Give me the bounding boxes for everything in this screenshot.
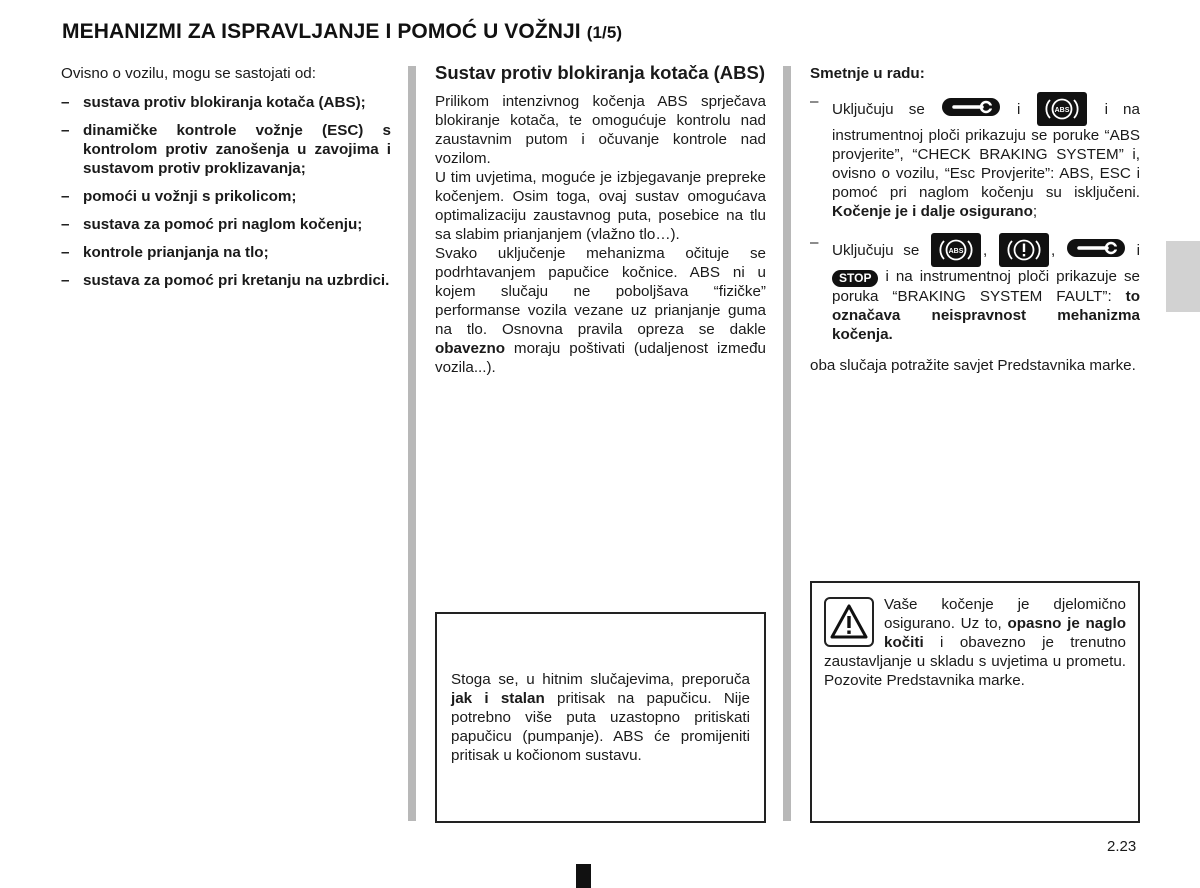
list-item: – sustava za pomoć pri naglom kočenju;: [61, 216, 363, 233]
page-title: [62, 20, 622, 44]
danger-warning-box: Vaše kočenje je djelomično osigurano. Uz to, opasno je naglo kočiti i obavezno je trenutno zaustavljanje u skladu s uvjetima u prometu. Pozovite Predstavnika marke.: [810, 581, 1140, 823]
malfunction-item-2: – Uključuju se ABS , , i STOP i na instrumentnoj ploči prikazuje se poruka “BRAKING SYSTEM FAULT”: to označava neispravnost mehanizma kočenja.: [810, 234, 1140, 343]
list-item: – pomoći u vožnji s prikolicom;: [61, 188, 297, 205]
wrench-warning-icon: [1067, 239, 1125, 257]
title-text: MEHANIZMI ZA ISPRAVLJANJE I POMOĆ U VOŽNJI: [62, 20, 581, 43]
wrench-warning-icon: [942, 98, 1000, 116]
list-item: – kontrole prianjanja na tlo;: [61, 244, 269, 261]
section-side-tab: [1166, 241, 1200, 312]
title-part: (1/5): [586, 23, 623, 42]
column-divider: [783, 66, 791, 821]
abs-warning-icon: [1037, 92, 1087, 126]
print-crop-mark: [576, 864, 591, 888]
page-number: 2.23: [1107, 838, 1137, 855]
advice-text: oba slučaja potražite savjet Predstavnika marke.: [810, 357, 1136, 374]
list-item: – sustava za pomoć pri kretanju na uzbrdici.: [61, 272, 390, 289]
stop-warning-icon: STOP: [832, 270, 878, 287]
feature-list: [61, 93, 391, 290]
abs-paragraph-3: Svako uključenje mehanizma očituje se podrhtavanjem papučice kočnice. ABS ni u kojem slučaju ne poboljšava “fizičke” performanse vozila vezane uz prianjanje guma na tlo. Osnovna pravila opreza se dakle obavezno moraju poštivati (udaljenost između vozila...).: [435, 245, 766, 376]
abs-heading: Sustav protiv blokiranja kotača (ABS): [435, 62, 766, 83]
left-column: [61, 64, 391, 299]
abs-paragraph-1: Prilikom intenzivnog kočenja ABS sprječava blokiranje kotača, te omogućuje kontrolu nad zaustavnim putom i očuvanje kontrole nad vozilom.: [435, 93, 766, 167]
brake-warning-icon: [999, 233, 1049, 267]
right-column: [810, 64, 1140, 375]
middle-column: [435, 62, 766, 377]
svg-text:ABS: ABS: [948, 248, 964, 255]
left-intro: Ovisno o vozilu, mogu se sastojati od:: [61, 65, 316, 82]
list-item: – dinamičke kontrole vožnje (ESC) s kontrolom protiv zanošenja u zavojima i sustavom protiv proklizavanja;: [61, 122, 391, 177]
malfunctions-heading: Smetnje u radu:: [810, 65, 925, 82]
emergency-braking-note: Stoga se, u hitnim slučajevima, preporuča jak i stalan pritisak na papučicu. Nije potrebno više puta uzastopno pritiskati papučicu (pumpanje). ABS će promijeniti pritisak u kočionom sustavu.: [435, 612, 766, 823]
column-divider: [408, 66, 416, 821]
list-item: – sustava protiv blokiranja kotača (ABS);: [61, 94, 366, 111]
malfunction-item-1: – Uključuju se i ABS i na instrumentnoj ploči prikazuju se poruke “ABS provjerite”, “CHECK BRAKING SYSTEM” i, ovisno o vozilu, “Esc Provjerite”: ABS, ESC i pomoć pri naglom kočenju su isključeni. Kočenje je i dalje osigurano;: [810, 93, 1140, 220]
svg-text:ABS: ABS: [1055, 107, 1070, 114]
warning-triangle-icon: [824, 597, 874, 647]
abs-paragraph-2: U tim uvjetima, moguće je izbjegavanje prepreke kočenjem. Osim toga, ovaj sustav omogućava optimalizaciju zaustavnog puta, posebice na tlu sa slabim prianjanjem (vlažno tlo…).: [435, 169, 766, 243]
abs-warning-icon: [931, 233, 981, 267]
